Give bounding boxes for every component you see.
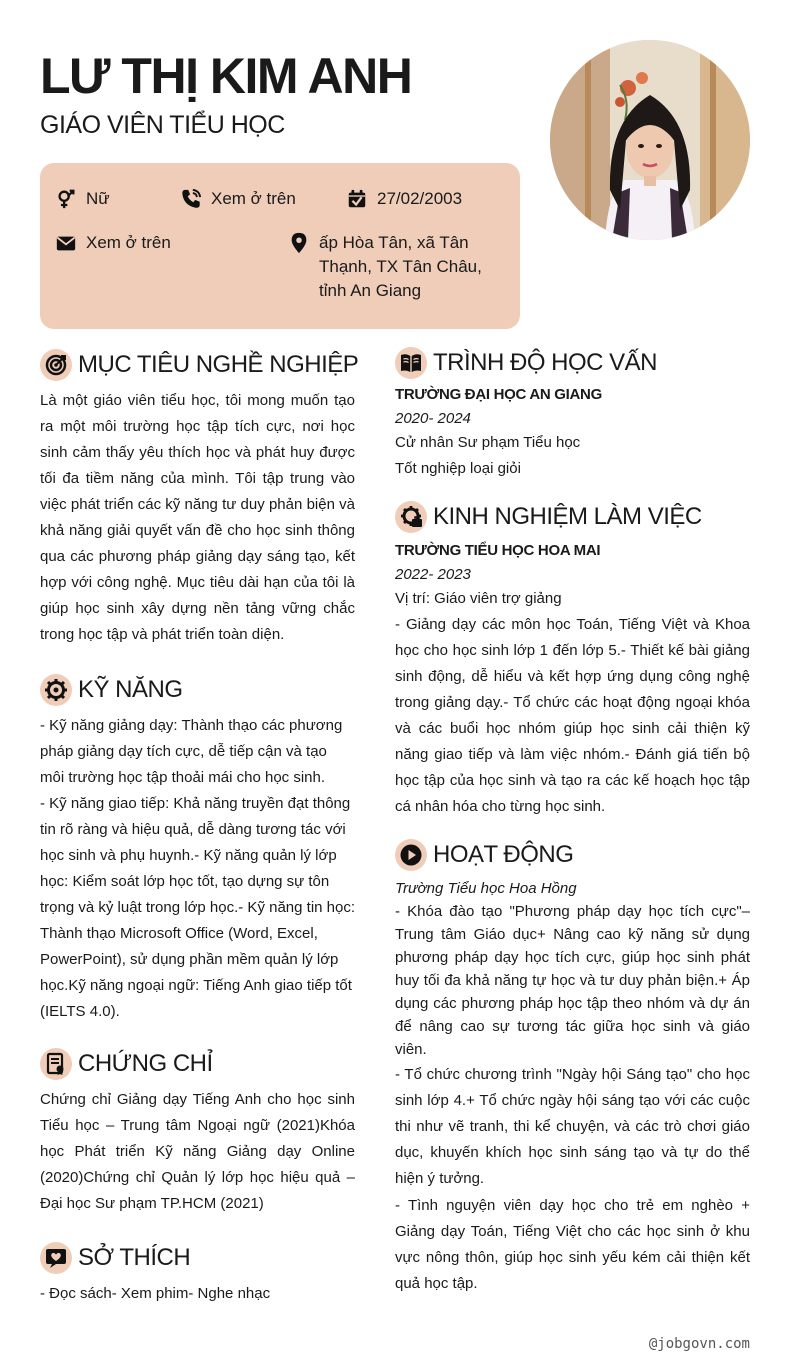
address-value: ấp Hòa Tân, xã Tân Thạnh, TX Tân Châu, tỉnh An Giang [319, 233, 482, 300]
gender-value: Nữ [86, 189, 110, 208]
contact-info-box [40, 163, 520, 329]
envelope-icon [55, 232, 77, 254]
target-icon [40, 349, 72, 381]
education-result: Tốt nghiệp loại giỏi [395, 460, 521, 477]
certificates-title: CHỨNG CHỈ [78, 1050, 213, 1077]
certificates-section [40, 1047, 355, 1217]
experience-period: 2022- 2023 [395, 566, 471, 583]
certificate-icon [40, 1048, 72, 1080]
activities-title: HOẠT ĐỘNG [433, 841, 574, 868]
birthday-value: 27/02/2003 [377, 189, 463, 208]
candidate-name: LƯ THỊ KIM ANH [40, 48, 412, 104]
activity-item-3: - Tình nguyện viên dạy học cho trẻ em nghèo + Giảng dạy Toán, Tiếng Việt cho các học sinh ở khu vực nông thôn, giúp học sinh yếu kém cải thiện kết quả học tập. [395, 1197, 750, 1292]
portrait-image [550, 40, 750, 240]
hobbies-title: SỞ THÍCH [78, 1244, 191, 1271]
left-column [40, 348, 359, 1307]
phone-icon [180, 188, 202, 210]
email-value: Xem ở trên [86, 233, 171, 252]
activity-item-2: - Tổ chức chương trình "Ngày hội Sáng tạo" cho học sinh lớp 4.+ Tổ chức ngày hội sáng tạo với các cuộc thi như vẽ tranh, thi kể chuyện, và các trò chơi giáo dục, khuyến khích học sinh sáng tạo và tự do thể hiện ý tưởng. [395, 1066, 750, 1187]
certificates-text: Chứng chỉ Giảng dạy Tiếng Anh cho học sinh Tiểu học – Trung tâm Ngoại ngữ (2021)Khóa học Phát triển Kỹ năng Giảng dạy Online (2020)Chứng chỉ Quản lý lớp học hiệu quả – Đại học Sư phạm TP.HCM (2021) [40, 1091, 355, 1212]
experience-position: Vị trí: Giáo viên trợ giảng [395, 590, 562, 607]
education-degree: Cử nhân Sư phạm Tiểu học [395, 434, 581, 451]
objective-section [40, 348, 359, 648]
skills-title: KỸ NĂNG [78, 676, 183, 703]
skills-item-2: - Kỹ năng giao tiếp: Khả năng truyền đạt thông tin rõ ràng và hiệu quả, dễ dàng tương tác với học sinh và phụ huynh.- Kỹ năng quản lý lớp học: Kiểm soát lớp học tốt, tạo dựng sự tôn trọng và kỷ luật trong lớp học.- Kỹ năng tin học: Thành thạo Microsoft Office (Word, Excel, PowerPoint), sử dụng phần mềm quản lý lớp học.Kỹ năng ngoại ngữ: Tiếng Anh giao tiếp tốt (IELTS 4.0). [40, 795, 356, 1020]
objective-text: Là một giáo viên tiểu học, tôi mong muốn tạo ra một môi trường học tập tích cực, nơi học sinh cảm thấy yêu thích học và phát huy được tối đa tiềm năng của mình. Tôi tập trung vào việc phát triển các kỹ năng tư duy phản biện và khả năng giải quyết vấn đề cho học sinh thông qua các phương pháp giảng dạy sáng tạo, kết hợp với công nghệ. Mục tiêu dài hạn của tôi là giúp học sinh xây dựng nền tảng vững chắc trong học tập và phát triển toàn diện. [40, 392, 355, 643]
education-title: TRÌNH ĐỘ HỌC VẤN [433, 349, 658, 376]
skills-section [40, 673, 355, 1025]
education-school: TRƯỜNG ĐẠI HỌC AN GIANG [395, 386, 602, 403]
hobbies-text: - Đọc sách- Xem phim- Nghe nhạc [40, 1285, 271, 1302]
contact-address [288, 231, 488, 303]
education-section [395, 346, 750, 482]
play-icon [395, 839, 427, 871]
contact-birthday [346, 187, 462, 211]
calendar-icon [346, 188, 368, 210]
right-column [395, 346, 750, 1297]
profile-photo [550, 40, 750, 240]
hobbies-section [40, 1241, 355, 1307]
experience-section [395, 500, 750, 820]
experience-text: - Giảng dạy các môn học Toán, Tiếng Việt và Khoa học cho học sinh lớp 1 đến lớp 5.- Thiết kế bài giảng sinh động, dễ hiểu và kết hợp ứng dụng công nghệ trong giảng dạy.- Tổ chức các hoạt động ngoại khóa và các buổi học nhóm giúp học sinh cải thiện kỹ năng giao tiếp và làm việc nhóm.- Đánh giá tiến bộ học tập của học sinh và tạo ra các kế hoạch học tập cá nhân hóa cho từng học sinh. [395, 616, 750, 815]
experience-title: KINH NGHIỆM LÀM VIỆC [433, 503, 702, 530]
job-title: GIÁO VIÊN TIỂU HỌC [40, 111, 285, 139]
experience-org: TRƯỜNG TIỂU HỌC HOA MAI [395, 542, 601, 559]
skills-item-1: - Kỹ năng giảng dạy: Thành thạo các phương pháp giảng dạy tích cực, dễ tiếp cận và tạo môi trường học tập thoải mái cho học sinh. [40, 717, 343, 786]
activity-item-1: - Khóa đào tạo "Phương pháp dạy học tích cực"– Trung tâm Giáo dục+ Nâng cao kỹ năng sử dụng phương pháp dạy học tích cực, giúp học sinh phát huy tối đa khả năng tự học và tư duy phản biện.+ Áp dụng các phương pháp học tập theo nhóm và dự án để nâng cao sự tương tác giữa học sinh và giáo viên. [395, 903, 750, 1058]
activities-org: Trường Tiểu học Hoa Hồng [395, 880, 577, 897]
education-period: 2020- 2024 [395, 410, 471, 427]
location-pin-icon [288, 232, 310, 254]
heart-icon [40, 1242, 72, 1274]
contact-phone [180, 187, 296, 211]
contact-gender [55, 187, 110, 211]
gender-icon [55, 188, 77, 210]
phone-value: Xem ở trên [211, 189, 296, 208]
contact-email [55, 231, 171, 255]
activities-section [395, 838, 750, 1297]
objective-title: MỤC TIÊU NGHỀ NGHIỆP [78, 351, 359, 378]
briefcase-gear-icon [395, 501, 427, 533]
book-icon [395, 347, 427, 379]
gear-icon [40, 674, 72, 706]
footer-credit: @jobgovn.com [648, 1336, 750, 1352]
